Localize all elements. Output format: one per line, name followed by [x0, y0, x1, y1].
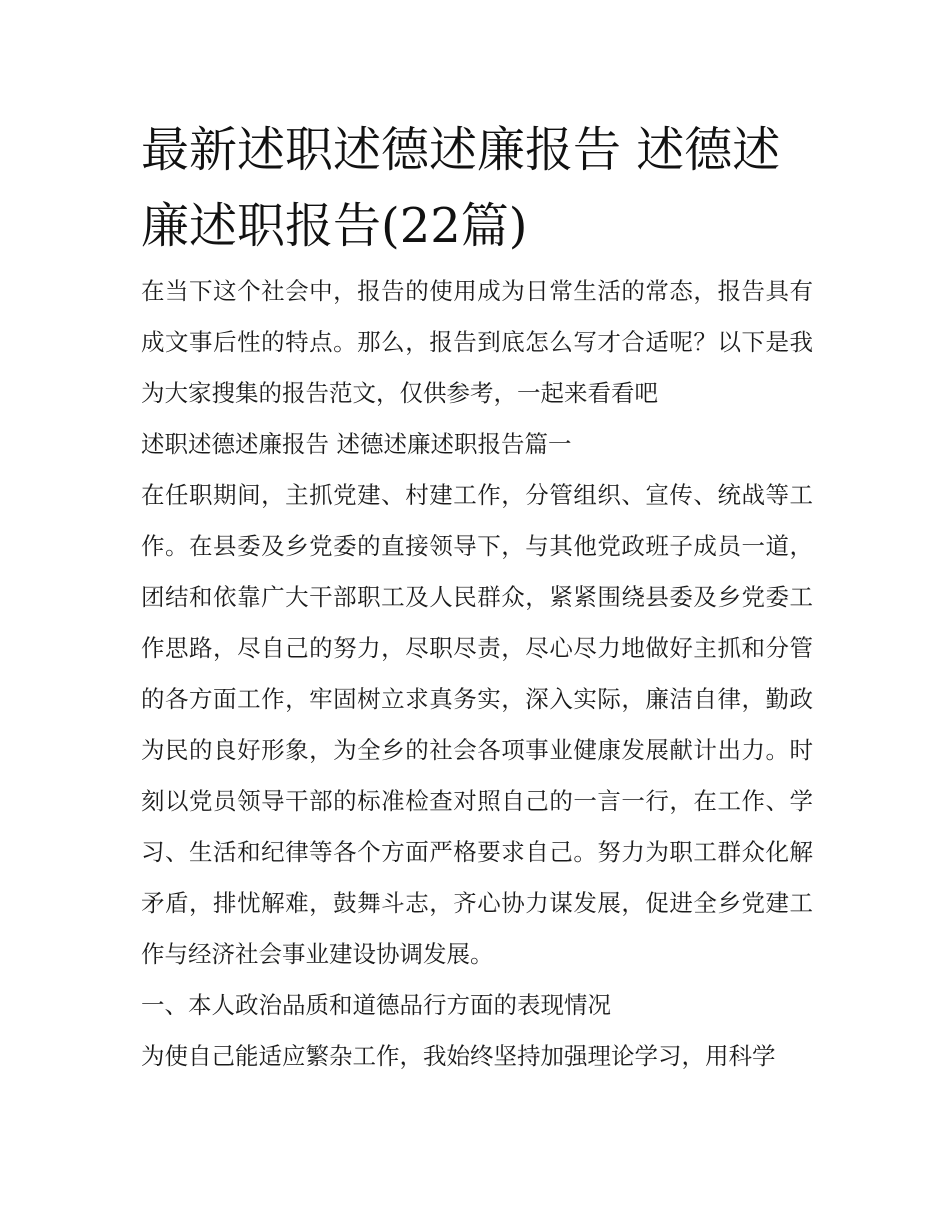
document-title: 最新述职述德述廉报告 述德述廉述职报告(22篇)	[141, 122, 781, 254]
intro-paragraph: 在当下这个社会中，报告的使用成为日常生活的常态，报告具有成文事后性的特点。那么，报告到底怎么写才合适呢？以下是我为大家搜集的报告范文，仅供参考，一起来看看吧	[141, 277, 813, 407]
document-page	[141, 112, 813, 1082]
subheading: 一、本人政治品质和道德品行方面的表现情况	[141, 991, 611, 1019]
section-title: 述职述德述廉报告 述德述廉述职报告篇一	[141, 430, 572, 458]
body-paragraph: 为使自己能适应繁杂工作，我始终坚持加强理论学习，用科学	[141, 1042, 776, 1070]
body-paragraph: 在任职期间，主抓党建、村建工作，分管组织、宣传、统战等工作。在县委及乡党委的直接领导下，与其他党政班子成员一道，团结和依靠广大干部职工及人民群众，紧紧围绕县委及乡党委工作思路，尽自己的努力，尽职尽责，尽心尽力地做好主抓和分管的各方面工作，牢固树立求真务实，深入实际，廉洁自律，勤政为民的良好形象，为全乡的社会各项事业健康发展献计出力。时刻以党员领导干部的标准检查对照自己的一言一行，在工作、学习、生活和纪律等各个方面严格要求自己。努力为职工群众化解矛盾，排忧解难，鼓舞斗志，齐心协力谋发展，促进全乡党建工作与经济社会事业建设协调发展。	[141, 481, 813, 968]
